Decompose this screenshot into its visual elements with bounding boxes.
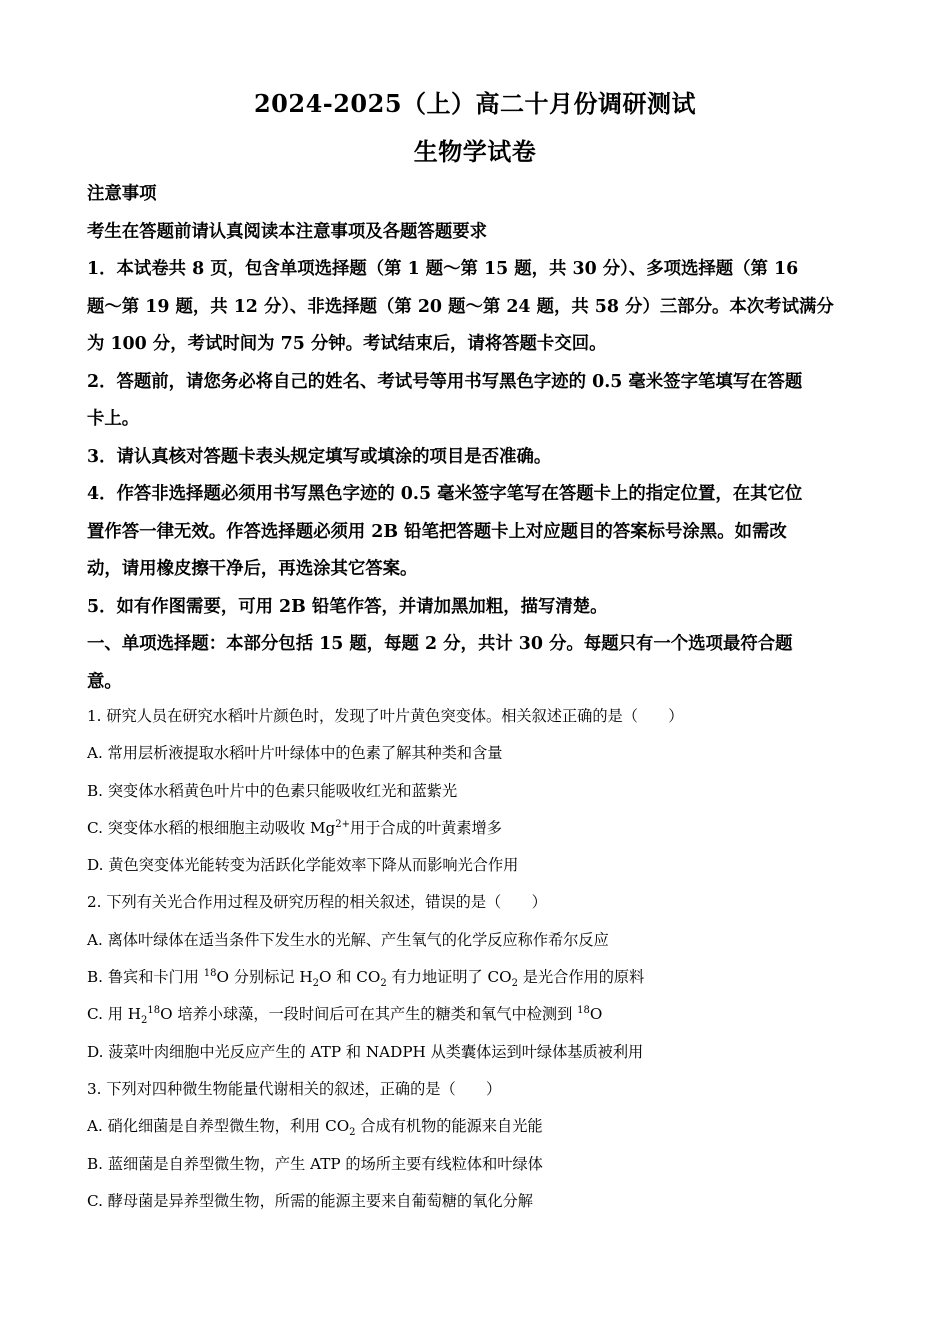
q3-option-b: B. 蓝细菌是自养型微生物，产生 ATP 的场所主要有线粒体和叶绿体 (87, 1154, 543, 1173)
q3-option-c: C. 酵母菌是异养型微生物，所需的能源主要来自葡萄糖的氧化分解 (87, 1191, 533, 1210)
q1-option-d: D. 黄色突变体光能转变为活跃化学能效率下降从而影响光合作用 (87, 856, 519, 875)
q2-option-d: D. 菠菜叶肉细胞中光反应产生的 ATP 和 NADPH 从类囊体运到叶绿体基质被利用 (87, 1042, 644, 1061)
notice-heading: 注意事项 (87, 184, 157, 204)
q2-option-c: C. 用 $H_2^{18}O$ 培养小球藻，一段时间后可在其产生的糖类和氧气中检测到 $^{18}$O (87, 1005, 603, 1027)
q2-option-b: B. 鲁宾和卡门用 $^{18}$O 分别标记 $H_2O$ 和 $CO_2$ 有力地证明了 $CO_2$ 是光合作用的原料 (87, 968, 645, 990)
q1-option-b: B. 突变体水稻黄色叶片中的色素只能吸收红光和蓝紫光 (87, 781, 458, 800)
exam-subtitle: 生物学试卷 (413, 137, 537, 166)
q1-option-a: A. 常用层析液提取水稻叶片叶绿体中的色素了解其种类和含量 (87, 744, 503, 763)
q1-stem: 1. 研究人员在研究水稻叶片颜色时，发现了叶片黄色突变体。相关叙述正确的是（ ） (87, 707, 684, 725)
notice-item-4-line-2: 置作答一律无效。作答选择题必须用 2B 铅笔把答题卡上对应题目的答案标号涂黑。如需改 (87, 521, 787, 542)
section-1-heading-line-2: 意。 (87, 671, 122, 692)
q2-option-a: A. 离体叶绿体在适当条件下发生水的光解、产生氧气的化学反应称作希尔反应 (87, 930, 609, 949)
notice-item-4-line-1: 4．作答非选择题必须用书写黑色字迹的 0.5 毫米签字笔写在答题卡上的指定位置，在其它位 (87, 484, 803, 504)
notice-item-1-line-2: 题～第 19 题，共 12 分）、非选择题（第 20 题～第 24 题，共 58 分）三部分。本次考试满分 (87, 296, 834, 317)
q3-option-a: A. 硝化细菌是自养型微生物，利用 $CO_2$ 合成有机物的能源来自光能 (87, 1117, 543, 1139)
notice-item-5: 5．如有作图需要，可用 2B 铅笔作答，并请加黑加粗，描写清楚。 (87, 596, 608, 617)
notice-item-1-line-3: 为 100 分，考试时间为 75 分钟。考试结束后，请将答题卡交回。 (87, 334, 607, 354)
q3-stem: 3. 下列对四种微生物能量代谢相关的叙述，正确的是（ ） (87, 1079, 502, 1098)
notice-section (87, 176, 867, 701)
section-1-heading-line-1: 一、单项选择题：本部分包括 15 题，每题 2 分，共计 30 分。每题只有一个选项最符合题 (87, 634, 793, 654)
notice-item-4-line-3: 动，请用橡皮擦干净后，再选涂其它答案。 (87, 559, 418, 579)
q2-stem: 2. 下列有关光合作用过程及研究历程的相关叙述，错误的是（ ） (87, 893, 547, 912)
exam-title: 2024-2025（上）高二十月份调研测试 (253, 89, 697, 118)
notice-item-2-line-2: 卡上。 (87, 409, 140, 429)
notice-intro: 考生在答题前请认真阅读本注意事项及各题答题要求 (87, 221, 487, 242)
questions-section (87, 698, 867, 1220)
notice-item-2-line-1: 2．答题前，请您务必将自己的姓名、考试号等用书写黑色字迹的 0.5 毫米签字笔填写在答题 (87, 371, 803, 392)
notice-item-1-line-1: 1．本试卷共 8 页，包含单项选择题（第 1 题～第 15 题，共 30 分）、多项选择题（第 16 (87, 259, 799, 279)
notice-item-3: 3．请认真核对答题卡表头规定填写或填涂的项目是否准确。 (87, 446, 552, 467)
q1-option-c: C. 突变体水稻的根细胞主动吸收 $Mg^{2+}$用于合成的叶黄素增多 (87, 818, 502, 837)
